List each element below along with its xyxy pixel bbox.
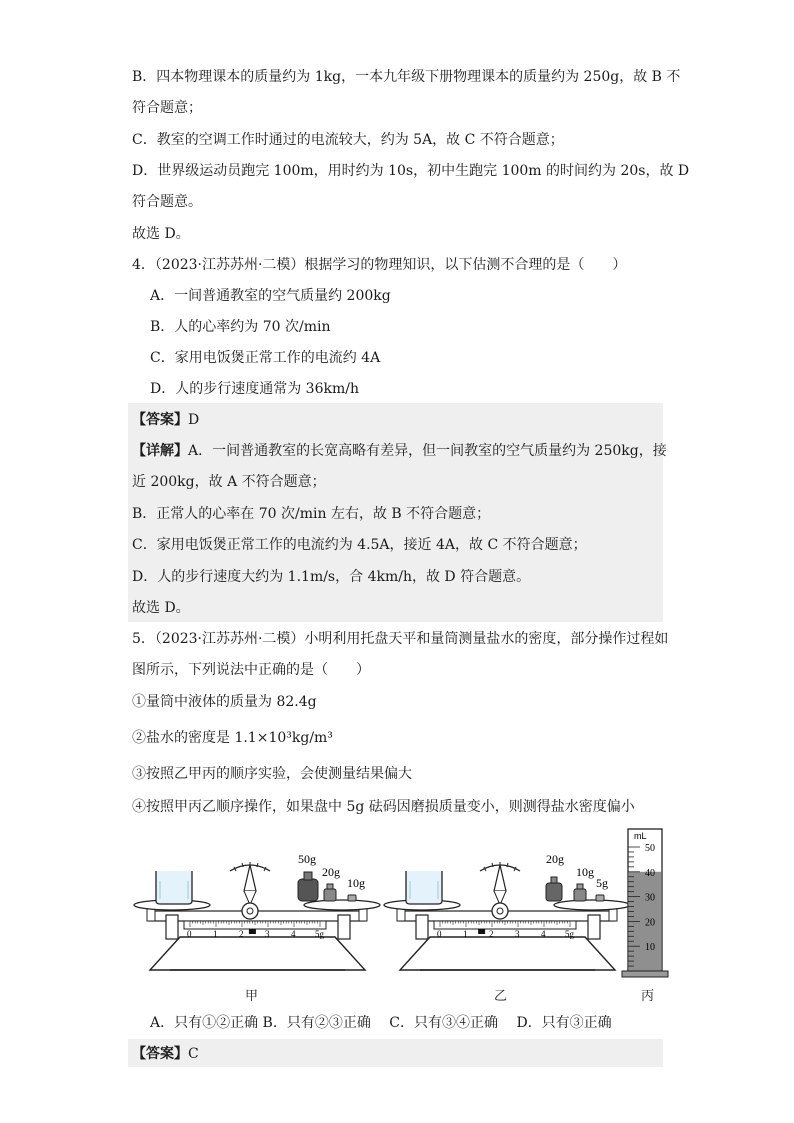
- balance-figure: [130, 825, 675, 1005]
- prev-d-line1: D．世界级运动员跑完 100m，用时约为 10s，初中生跑完 100m 的时间约为 20s，故 D: [132, 163, 690, 179]
- q4-option-c: C．家用电饭煲正常工作的电流约 4A: [150, 350, 381, 366]
- q5-statement-4: ④按照甲丙乙顺序操作，如果盘中 5g 砝码因磨损质量变小，则测得盐水密度偏小: [132, 799, 635, 815]
- balance-jia: [134, 852, 380, 970]
- scale-tick-label: 3: [515, 929, 520, 939]
- weight-label: 10g: [347, 876, 365, 890]
- q5-stem1: 5．（2023·江苏苏州·二模）小明利用托盘天平和量筒测量盐水的密度，部分操作过程如: [132, 631, 669, 647]
- graduated-cylinder: [622, 829, 668, 977]
- prev-b-line1: B．四本物理课本的质量约为 1kg，一本九年级下册物理课本的质量约为 250g，故 B 不: [132, 69, 681, 85]
- weight-label: 50g: [298, 852, 316, 866]
- weight-label: 20g: [322, 865, 340, 879]
- prev-c-line: C．教室的空调工作时通过的电流较大，约为 5A，故 C 不符合题意；: [132, 132, 564, 148]
- weight-label: 10g: [576, 865, 594, 879]
- q4-detail-a2: 近 200kg，故 A 不符合题意；: [132, 474, 326, 490]
- scale-tick-label: 0: [187, 929, 192, 939]
- q5-statement-1: ①量筒中液体的质量为 82.4g: [132, 694, 317, 710]
- rider: [249, 929, 256, 934]
- weight-10g: [348, 895, 356, 901]
- scale-tick-label: 3: [265, 929, 270, 939]
- weight-5g: [596, 895, 604, 901]
- q4-option-d: D．人的步行速度通常为 36km/h: [150, 381, 359, 397]
- weight-20g: [546, 883, 562, 901]
- detail-tag: 【详解】: [132, 443, 188, 459]
- scale-tick-label: 4: [291, 929, 296, 939]
- prev-d-line2: 符合题意。: [132, 194, 202, 210]
- answer-tag: 【答案】: [132, 1046, 188, 1062]
- q4-option-a: A．一间普通教室的空气质量约 200kg: [150, 288, 391, 304]
- scale-tick-label: 4: [541, 929, 546, 939]
- beaker: [406, 871, 442, 904]
- q5-options: A．只有①②正确 B．只有②③正确 C．只有③④正确 D．只有③正确: [150, 1015, 612, 1031]
- scale-tick-label: 5g: [565, 929, 574, 939]
- q5-answer-panel: [128, 1039, 663, 1067]
- scale-tick-label: 1: [463, 929, 468, 939]
- scale-tick-label: 5g: [315, 929, 324, 939]
- q4-option-b: B．人的心率约为 70 次/min: [150, 319, 331, 335]
- q4-answer: D: [188, 412, 200, 428]
- scale-tick-label: 1: [213, 929, 218, 939]
- prev-b-line2: 符合题意；: [132, 100, 202, 116]
- q4-detail-a1: [132, 441, 667, 461]
- balance-base: [150, 937, 365, 970]
- cylinder-tick-label: 50: [645, 843, 655, 854]
- weight-50g: [298, 879, 318, 901]
- cylinder-tick-label: 20: [645, 917, 655, 929]
- scale-tick-label: 2: [239, 929, 244, 939]
- cylinder-tick-label: 10: [645, 942, 655, 954]
- weight-10g: [574, 889, 586, 901]
- cylinder-tick-label: 30: [645, 892, 655, 904]
- q5-statement-3: ③按照乙甲丙的顺序实验，会使测量结果偏大: [132, 766, 412, 782]
- weight-label: 5g: [596, 876, 608, 890]
- caption-yi: 乙: [494, 989, 508, 1004]
- detail-text: A．一间普通教室的长宽高略有差异，但一间教室的空气质量约为 250kg，接: [188, 443, 667, 459]
- prev-choice: 故选 D。: [132, 226, 190, 242]
- q4-choice: 故选 D。: [132, 600, 190, 616]
- rider: [478, 929, 485, 934]
- q4-detail-c: C．家用电饭煲正常工作的电流约为 4.5A，接近 4A，故 C 不符合题意；: [132, 537, 587, 553]
- q4-detail-d: D．人的步行速度大约为 1.1m/s，合 4km/h，故 D 符合题意。: [132, 569, 531, 585]
- right-pan: [304, 900, 380, 910]
- weight-label: 20g: [546, 852, 564, 866]
- weight-20g: [324, 889, 336, 901]
- q5-answer: C: [188, 1046, 199, 1062]
- q4-answer-line: [132, 410, 199, 430]
- beaker: [156, 871, 192, 904]
- cylinder-tick-label: 40: [645, 867, 655, 879]
- pointer: [244, 865, 256, 891]
- q4-detail-b: B．正常人的心率在 70 次/min 左右，故 B 不符合题意；: [132, 506, 491, 522]
- q5-stem2: 图所示，下列说法中正确的是（ ）: [132, 662, 370, 678]
- balance-yi: [384, 852, 630, 970]
- answer-tag: 【答案】: [132, 412, 188, 428]
- caption-jia: 甲: [245, 989, 259, 1004]
- scale-tick-label: 2: [489, 929, 494, 939]
- q4-stem: 4．（2023·江苏苏州·二模）根据学习的物理知识，以下估测不合理的是（ ）: [132, 257, 627, 273]
- caption-bing: 丙: [641, 989, 655, 1004]
- cylinder-unit: mL: [634, 831, 647, 841]
- scale-tick-label: 0: [437, 929, 442, 939]
- q5-statement-2: ②盐水的密度是 1.1×10³kg/m³: [132, 730, 333, 746]
- q5-answer-line: [132, 1044, 199, 1064]
